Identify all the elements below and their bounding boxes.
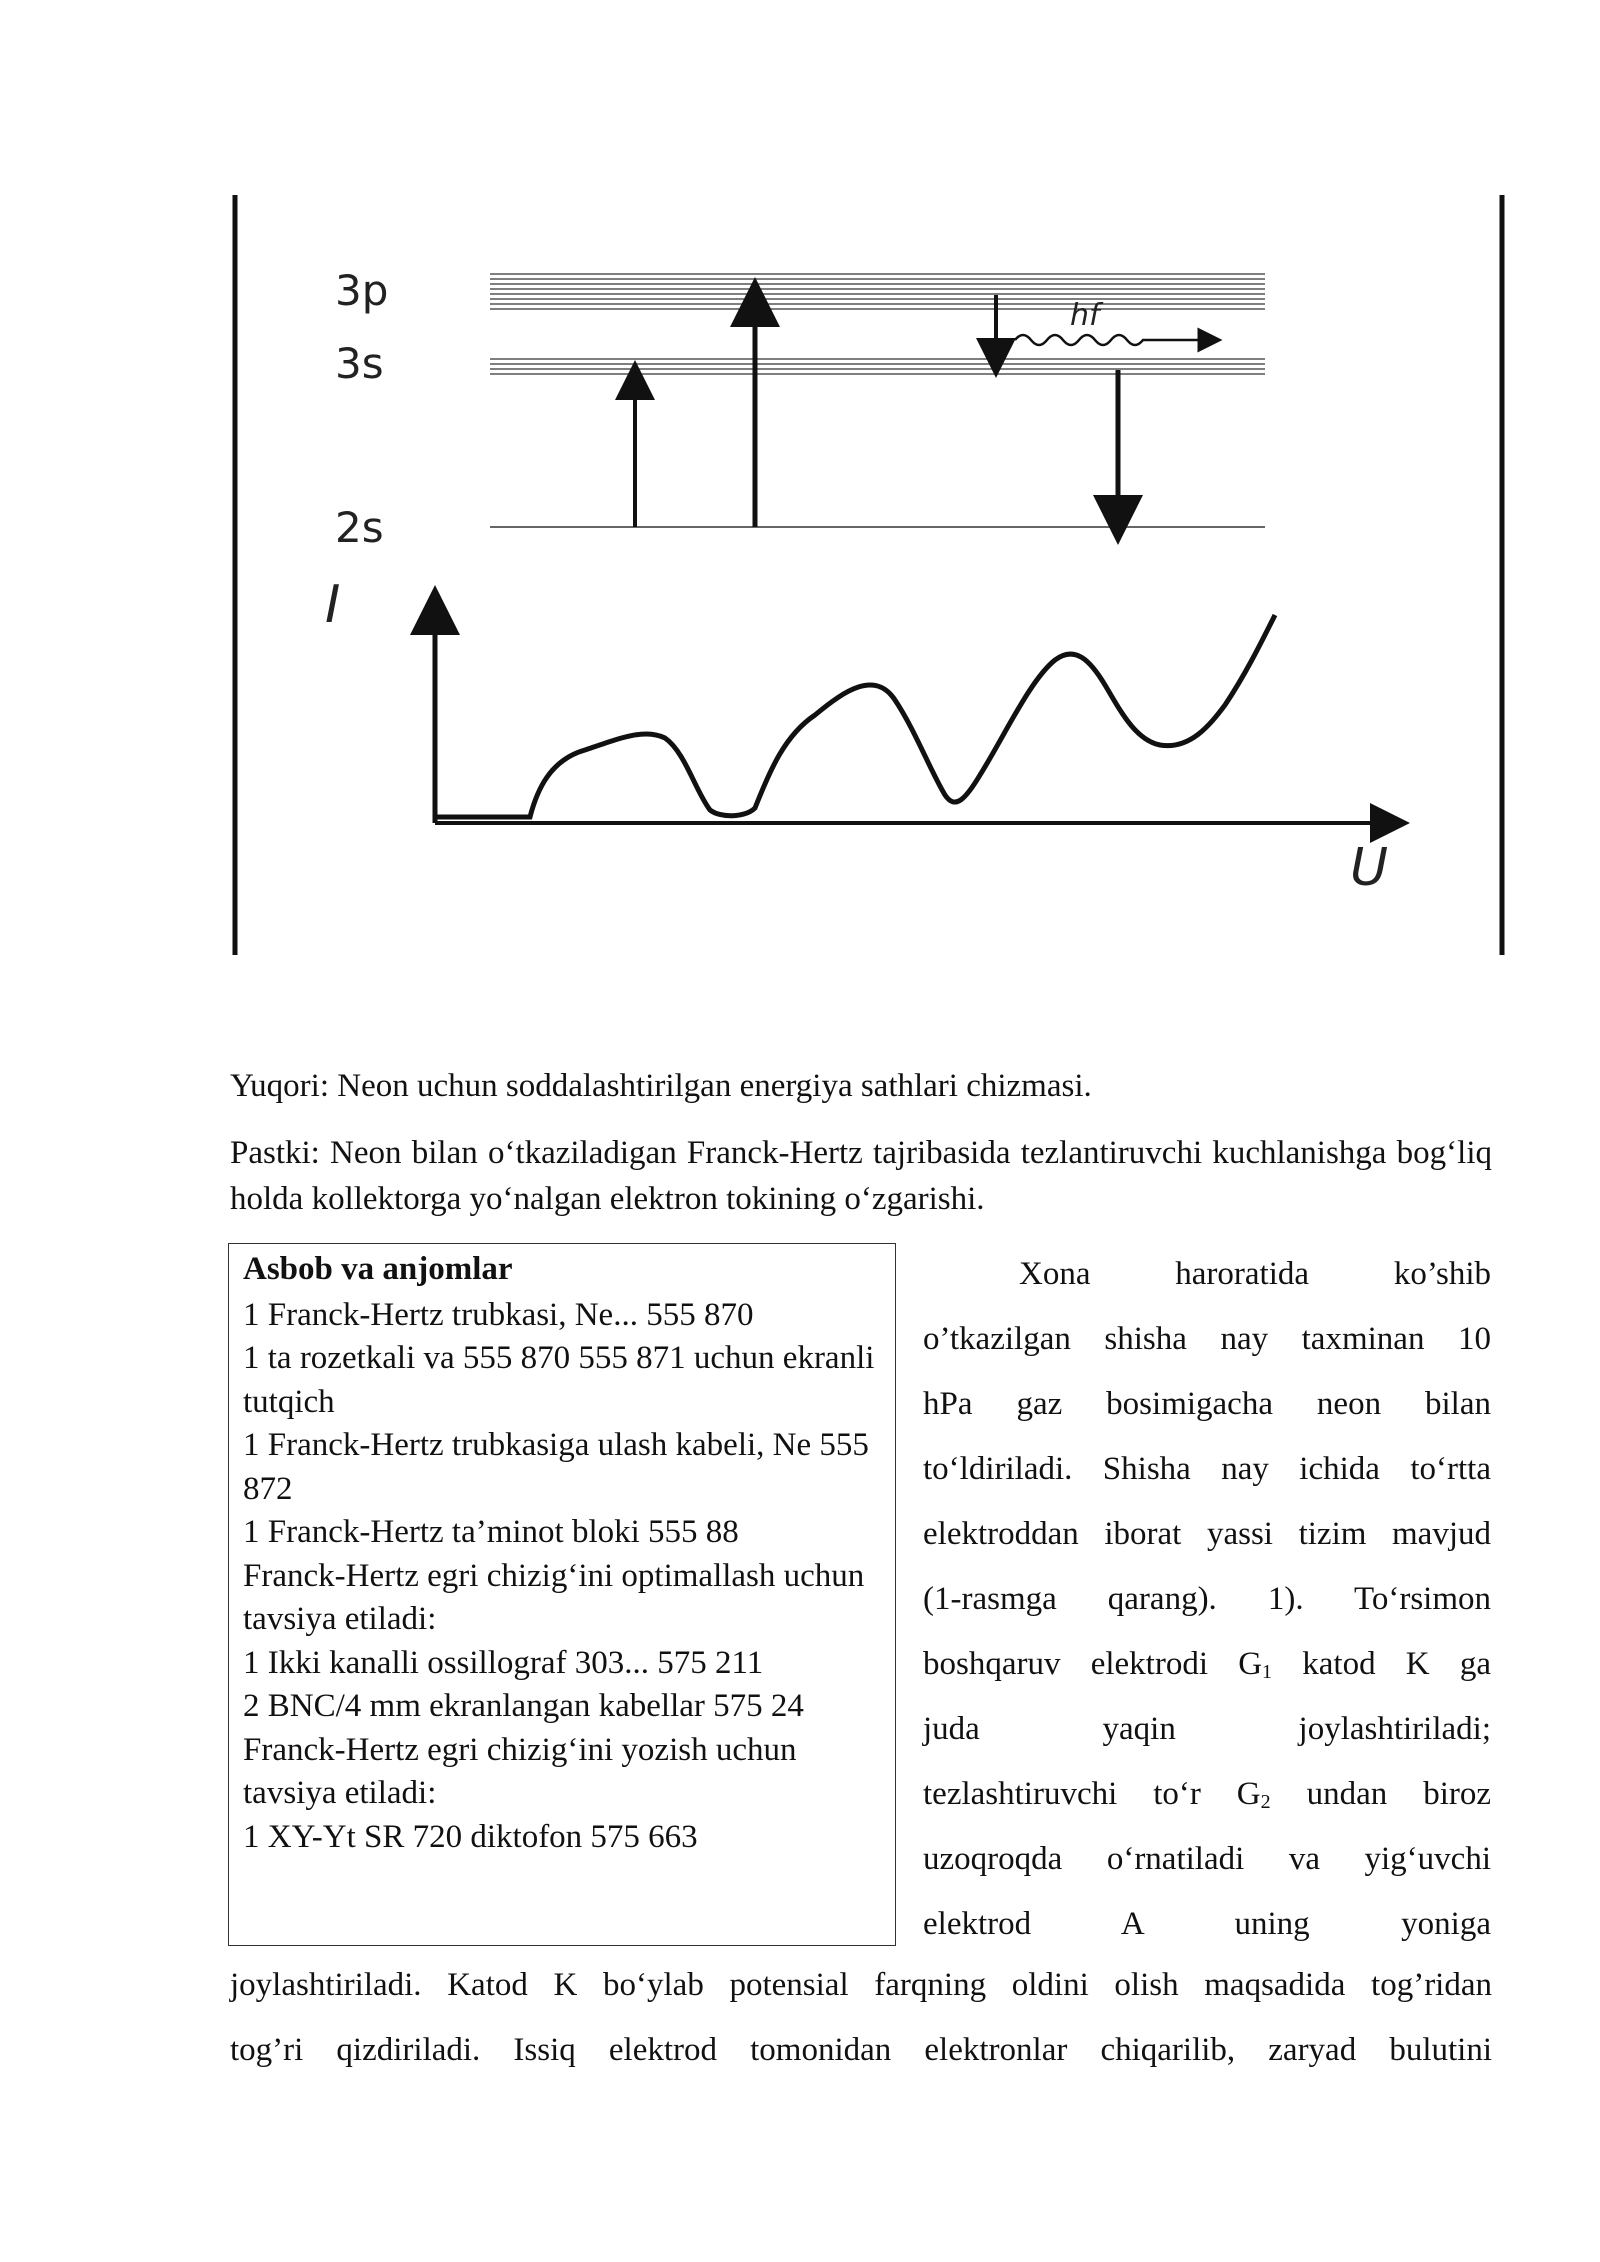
equipment-item: 1 Franck-Hertz trubkasiga ulash kabeli, Ne 555 872 — [243, 1427, 869, 1507]
level-label-2s: 2s — [335, 503, 384, 552]
body-line: to‘ldiriladi. Shisha nay ichida to‘rtta — [923, 1451, 1491, 1487]
level-label-3p: 3p — [335, 266, 389, 315]
body-line: uzoqroqda o‘rnatiladi va yig‘uvchi — [923, 1841, 1491, 1877]
energy-level-figure — [225, 190, 1525, 970]
franck-hertz-curve — [435, 615, 1275, 817]
equipment-title: Asbob va anjomlar — [243, 1251, 513, 1287]
level-label-3s: 3s — [335, 339, 384, 388]
body-full-line: joylashtiriladi. Katod K bo‘ylab potensial farqning oldini olish maqsadida tog’ridan — [230, 1967, 1492, 2003]
body-full-line: tog’ri qizdiriladi. Issiq elektrod tomonidan elektronlar chiqarilib, zaryad bulutini — [230, 2032, 1492, 2068]
equipment-item: Franck-Hertz egri chizig‘ini yozish uchun tavsiya etiladi: — [243, 1731, 797, 1811]
equipment-item: 1 Ikki kanalli ossillograf 303... 575 211 — [243, 1644, 764, 1681]
equipment-item: 1 XY-Yt SR 720 diktofon 575 663 — [243, 1818, 698, 1855]
body-side-column — [923, 1242, 1491, 1957]
body-line: o’tkazilgan shisha nay taxminan 10 — [923, 1321, 1491, 1357]
caption-top: Yuqori: Neon uchun soddalashtirilgan energiya sathlari chizmasi. — [230, 1068, 1092, 1104]
axis-label-i: I — [325, 575, 341, 635]
subscript-2: 2 — [1260, 1791, 1271, 1813]
equipment-item: Franck-Hertz egri chizig‘ini optimallash uchun tavsiya etiladi: — [243, 1557, 865, 1637]
figure-svg — [225, 190, 1525, 970]
level-3p-band — [490, 274, 1265, 309]
axis-label-u: U — [1350, 838, 1389, 898]
equipment-item: 1 ta rozetkali va 555 870 555 871 uchun ekranli tutqich — [243, 1340, 875, 1420]
level-3s-band — [490, 359, 1265, 374]
body-line: (1-rasmga qarang). 1). To‘rsimon — [923, 1581, 1491, 1617]
caption-bottom: Pastki: Neon bilan o‘tkaziladigan Franck-Hertz tajribasida tezlantiruvchi kuchlanishga bog‘liq holda kollektorga yo‘nalgan elektron tokining o‘zgarishi. — [230, 1135, 1492, 1217]
body-line: hPa gaz bosimigacha neon bilan — [923, 1386, 1491, 1422]
equipment-item: 1 Franck-Hertz ta’minot bloki 555 88 — [243, 1514, 739, 1550]
body-line: tezlashtiruvchi to‘r $G_2$ undan biroz — [923, 1776, 1491, 1813]
body-line: elektroddan iborat yassi tizim mavjud — [923, 1516, 1491, 1552]
body-line: elektrod A uning yoniga — [923, 1906, 1491, 1942]
body-line: boshqaruv elektrodi $G_1$ katod K ga — [923, 1646, 1491, 1683]
equipment-item: 2 BNC/4 mm ekranlangan kabellar 575 24 — [243, 1688, 804, 1724]
equipment-item: 1 Franck-Hertz trubkasi, Ne... 555 870 — [243, 1296, 754, 1333]
equipment-box — [228, 1243, 896, 1946]
photon-label: hf — [1070, 298, 1100, 333]
body-line: Xona haroratida ko’shib — [1019, 1256, 1491, 1292]
subscript-1: 1 — [1262, 1661, 1273, 1683]
body-line: juda yaqin joylashtiriladi; — [923, 1711, 1491, 1747]
photon-wave-arrow — [1015, 335, 1210, 345]
